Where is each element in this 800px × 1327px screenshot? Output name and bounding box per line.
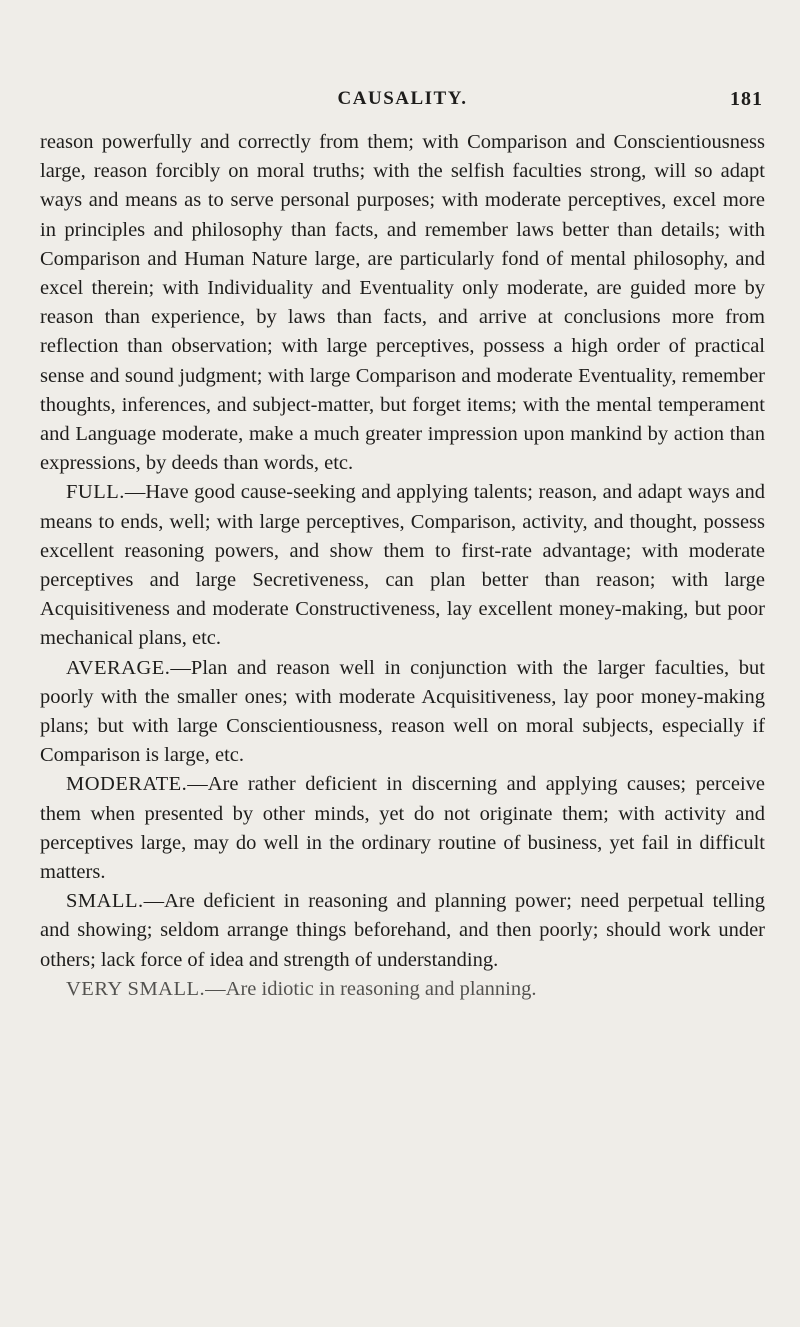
paragraph-term: FULL. (66, 481, 125, 504)
paragraph-very-small (40, 975, 765, 1004)
paragraph-moderate (40, 770, 765, 887)
paragraph-term: MODERATE. (66, 773, 188, 796)
paragraph-full (40, 478, 765, 653)
running-head: CAUSALITY. (337, 88, 468, 109)
paragraph-text: —Are deficient in reasoning and planning power; need perpetual telling and showing; seldom arrange things beforehand, and then poorly; should work under others; lack force of idea and strength of understanding. (40, 890, 765, 971)
paragraph-text: —Plan and reason well in conjunction with the larger faculties, but poorly with the smaller ones; with moderate Acquisitiveness, lay poor money-making plans; but with large Conscientiousness, reason well on moral subjects, especially if Comparison is large, etc. (40, 656, 765, 767)
paragraph-term: SMALL. (66, 890, 144, 913)
paragraph-term: VERY SMALL. (66, 977, 206, 1000)
paragraph-average (40, 654, 765, 771)
body-text (40, 128, 765, 1004)
paragraph-text: —Have good cause-seeking and applying talents; reason, and adapt ways and means to ends, well; with large perceptives, Comparison, activity, and thought, possess excellent reasoning powers, and show them to first-rate advantage; with moderate perceptives and large Secretiveness, can plan better than reason; with large Acquisitiveness and moderate Constructiveness, lay excellent money-making, but poor mechanical plans, etc. (40, 481, 765, 650)
page-number: 181 (730, 88, 763, 110)
page-header (40, 88, 765, 118)
paragraph-text: —Are idiotic in reasoning and planning. (205, 977, 537, 1000)
paragraph-small (40, 887, 765, 975)
paragraph-text: reason powerfully and correctly from them; with Comparison and Conscientiousness large, reason forcibly on moral truths; with the selfish faculties strong, will so adapt ways and means as to serve personal purposes; with moderate perceptives, excel more in principles and philosophy than facts, and remember laws better than details; with Comparison and Human Nature large, are particularly fond of mental philosophy, and excel therein; with Individuality and Eventuality only moderate, are guided more by reason than experience, by laws than facts, and arrive at conclusions more from reflection than observation; with large perceptives, possess a high order of practical sense and sound judgment; with large Comparison and moderate Eventuality, remember thoughts, inferences, and subject-matter, but forget items; with the mental temperament and Language moderate, make a much greater impression upon mankind by action than expressions, by deeds than words, etc. (40, 131, 765, 475)
book-page (40, 0, 765, 1327)
paragraph-continuation (40, 128, 765, 478)
paragraph-text: —Are rather deficient in discerning and applying causes; perceive them when presented by other minds, yet do not originate them; with activity and perceptives large, may do well in the ordinary routine of business, yet fail in difficult matters. (40, 773, 765, 884)
paragraph-term: AVERAGE. (66, 656, 171, 679)
